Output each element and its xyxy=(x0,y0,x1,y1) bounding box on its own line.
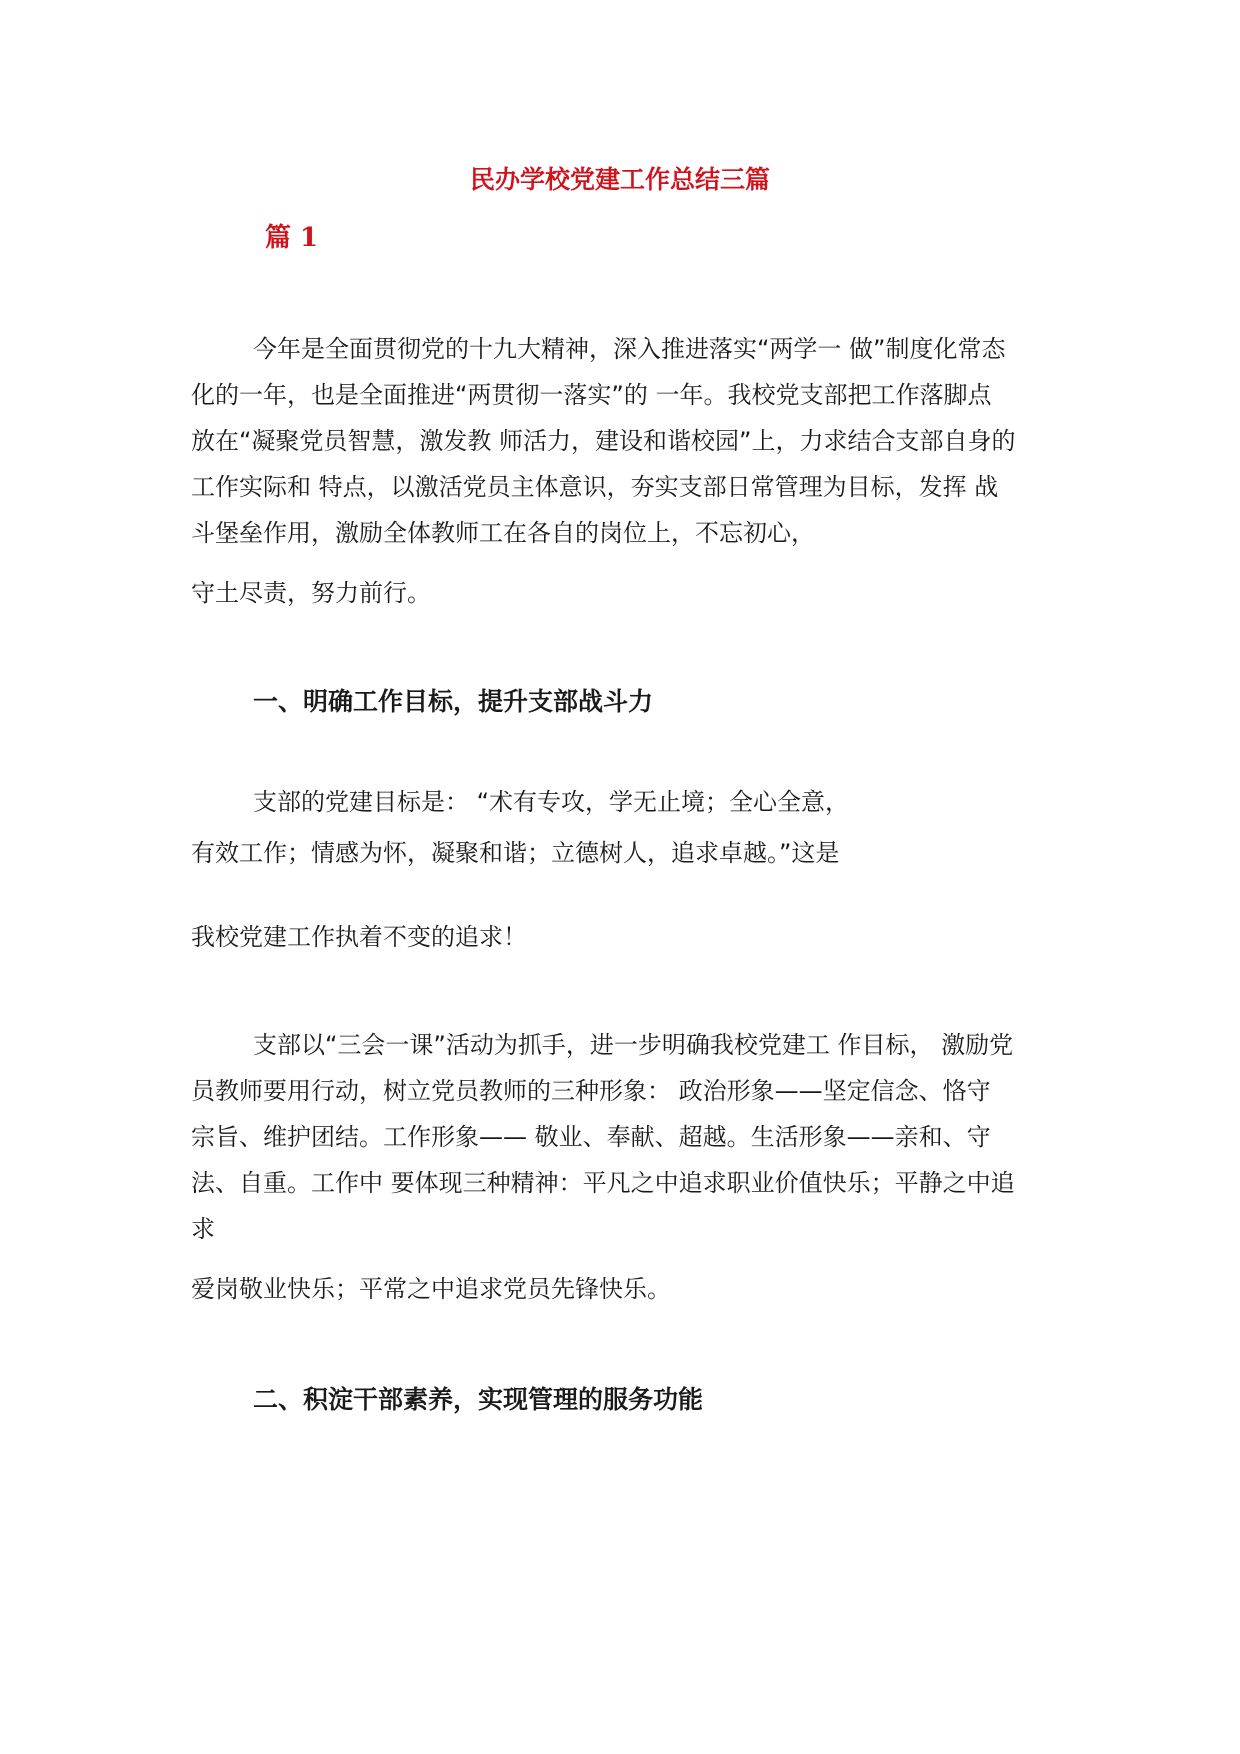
paragraph-line: 宗旨、维护团结。工作形象—— 敬业、奉献、超越。生活形象——亲和、守 xyxy=(191,1123,991,1151)
paragraph-line: 法、自重。工作中 要体现三种精神：平凡之中追求职业价值快乐；平静之中追 xyxy=(191,1169,1015,1197)
section-heading-2: 二、积淀干部素养，实现管理的服务功能 xyxy=(253,1385,704,1414)
paragraph-line: 今年是全面贯彻党的十九大精神，深入推进落实“两学一 做”制度化常态 xyxy=(253,335,1006,363)
paragraph-line: 求 xyxy=(191,1215,215,1243)
document-title: 民办学校党建工作总结三篇 xyxy=(469,165,770,194)
paragraph-line: 有效工作；情感为怀，凝聚和谐；立德树人，追求卓越。”这是 xyxy=(191,839,840,867)
section-heading-1: 一、明确工作目标，提升支部战斗力 xyxy=(253,687,654,716)
paragraph-line: 我校党建工作执着不变的追求！ xyxy=(191,923,527,951)
document-subtitle: 篇 1 xyxy=(265,223,319,253)
paragraph-line: 守土尽责，努力前行。 xyxy=(191,579,431,607)
paragraph-line: 工作实际和 特点，以激活党员主体意识，夯实支部日常管理为目标，发挥 战 xyxy=(191,473,999,501)
paragraph-line: 爱岗敬业快乐；平常之中追求党员先锋快乐。 xyxy=(191,1275,671,1303)
paragraph-line: 员教师要用行动，树立党员教师的三种形象： 政治形象——坚定信念、恪守 xyxy=(191,1077,991,1105)
paragraph-line: 化的一年，也是全面推进“两贯彻一落实”的 一年。我校党支部把工作落脚点 xyxy=(191,381,992,409)
paragraph-line: 放在“凝聚党员智慧，激发教 师活力，建设和谐校园”上，力求结合支部自身的 xyxy=(191,427,1016,455)
paragraph-line: 支部以“三会一课”活动为抓手，进一步明确我校党建工 作目标， 激励党 xyxy=(253,1031,1014,1059)
paragraph-line: 支部的党建目标是： “术有专攻，学无止境；全心全意， xyxy=(253,788,850,816)
paragraph-line: 斗堡垒作用，激励全体教师工在各自的岗位上，不忘初心， xyxy=(191,519,815,547)
